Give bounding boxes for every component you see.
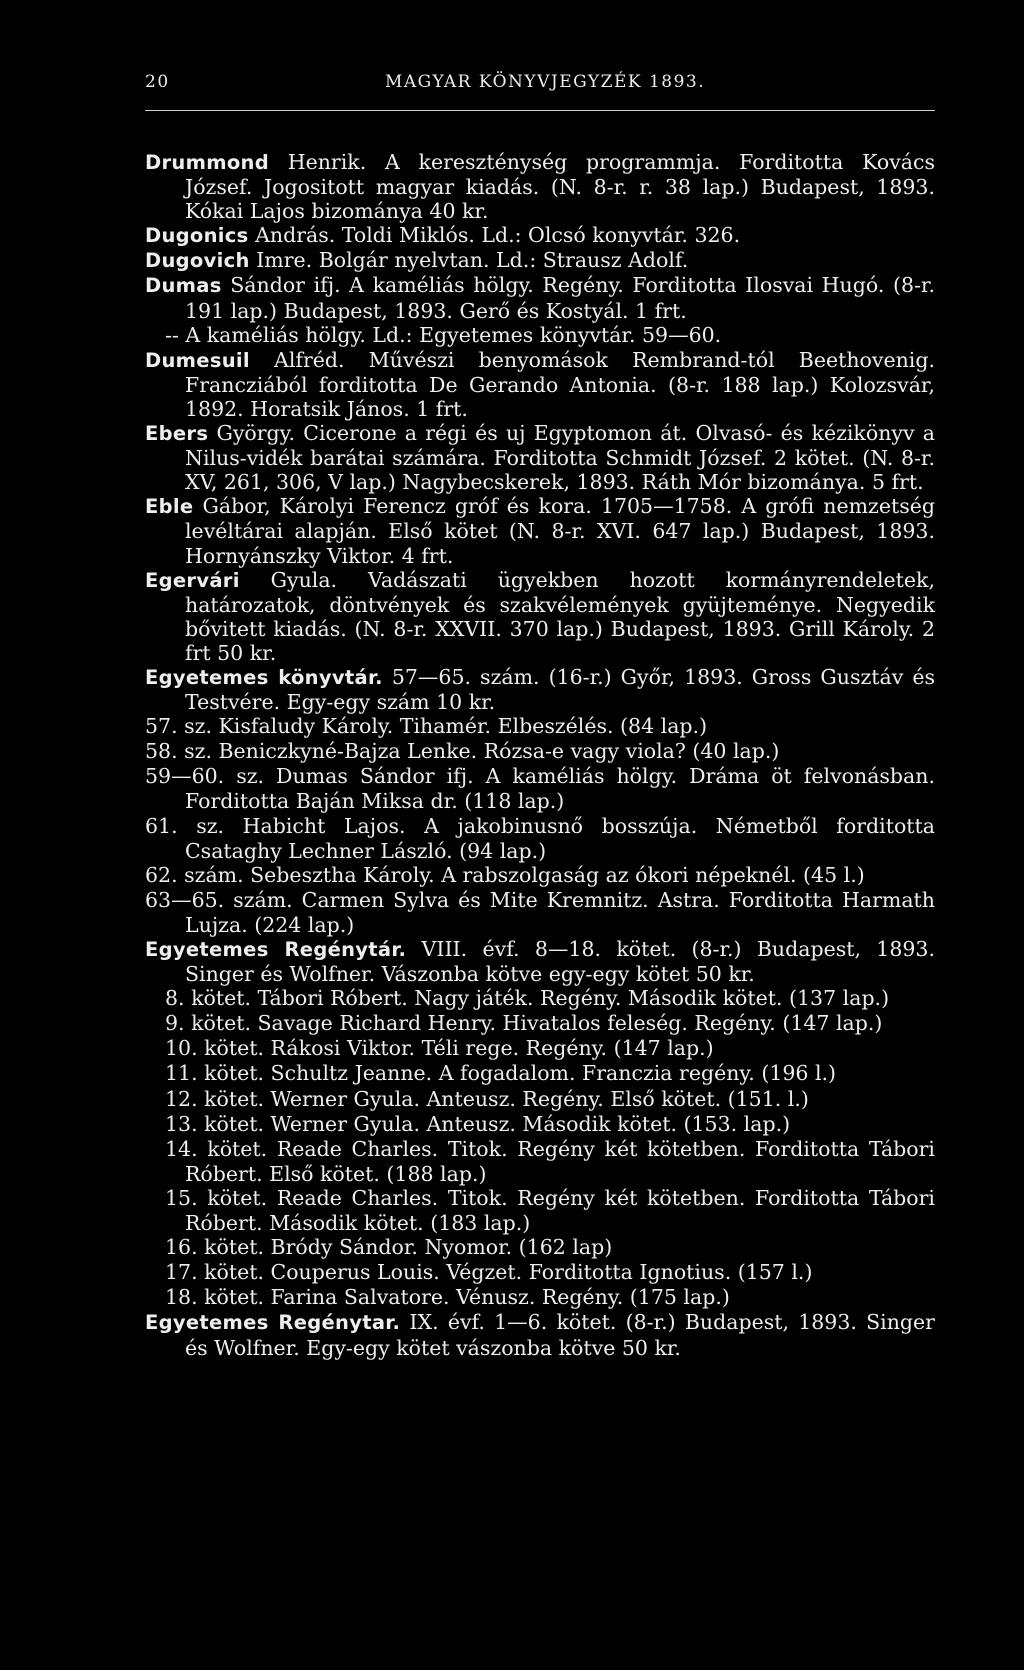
entry-text: 12. kötet. Werner Gyula. Anteusz. Regény. Első kötet. (151. l.) <box>165 1086 809 1111</box>
series-item <box>145 1260 935 1285</box>
entry-heading: Dumas <box>145 274 222 298</box>
bibliography-entry <box>145 248 935 273</box>
entry-text: 57—65. szám. (16-r.) Győr, 1893. Gross Gusztáv és Testvére. Egy-egy szám 10 kr. <box>185 664 935 715</box>
entry-text: -- A kaméliás hölgy. Ld.: Egyetemes könyvtár. 59—60. <box>165 322 722 347</box>
entry-heading: Dugovich <box>145 249 250 273</box>
entry-text: 8. kötet. Tábori Róbert. Nagy játék. Regény. Második kötet. (137 lap.) <box>165 986 890 1011</box>
bibliography-entry <box>145 223 935 248</box>
entry-text: 13. kötet. Werner Gyula. Anteusz. Második kötet. (153. lap.) <box>165 1111 791 1136</box>
series-item <box>145 1235 935 1260</box>
series-item <box>145 1036 935 1061</box>
running-title: MAGYAR KÖNYVJEGYZÉK 1893. <box>385 72 706 92</box>
page-number: 20 <box>145 72 170 92</box>
entry-text: 62. szám. Sebesztha Károly. A rabszolgaság az ókori népeknél. (45 l.) <box>145 862 865 887</box>
bibliography-entry <box>145 150 935 223</box>
entry-heading: Dumesuil <box>145 348 250 372</box>
entry-text: Gyula. Vadászati ügyekben hozott kormányrendeletek, határozatok, döntvények és szakvélemények gyüjteménye. Negyedik bővitett kiadás. (N. 8-r. XXVII. 370 lap.) Budapest, 1893. Grill Károly. 2 frt 50 kr. <box>185 567 935 665</box>
series-item <box>145 1061 935 1086</box>
entry-text: 10. kötet. Rákosi Viktor. Téli rege. Regény. (147 lap.) <box>165 1036 714 1061</box>
bibliography-entry <box>145 421 935 494</box>
bibliography-entry <box>145 494 935 567</box>
entry-text: Alfréd. Művészi benyomások Rembrand-tól Beethovenig. Francziából forditotta De Gerando Antonia. (8-r. 188 lap.) Kolozsvár, 1892. Horatsik János. 1 frt. <box>185 347 935 421</box>
entry-heading: Egyetemes Regénytar. <box>145 1311 401 1335</box>
series-item <box>145 764 935 813</box>
bibliography-entry <box>145 348 935 421</box>
entry-heading: Eble <box>145 495 194 519</box>
entry-heading: Drummond <box>145 151 269 174</box>
entry-text: 15. kötet. Reade Charles. Titok. Regény két kötetben. Forditotta Tábori Róbert. Második kötet. (183 lap.) <box>165 1185 935 1236</box>
bibliography-entry <box>145 665 935 714</box>
bibliography-entry <box>145 1310 935 1359</box>
series-item <box>145 714 935 739</box>
entry-text: 58. sz. Beniczkyné-Bajza Lenke. Rózsa-e vagy viola? (40 lap.) <box>145 739 780 764</box>
entry-text: Henrik. A kereszténység programmja. Forditotta Kovács József. Jogositott magyar kiadás. (N. 8-r. r. 38 lap.) Budapest, 1893. Kókai Lajos bizománya 40 kr. <box>185 150 935 224</box>
entry-text: IX. évf. 1—6. kötet. (8-r.) Budapest, 1893. Singer és Wolfner. Egy-egy kötet vászonba kötve 50 kr. <box>185 1310 935 1360</box>
bibliography-entry <box>145 273 935 322</box>
bibliography-list <box>145 150 935 1360</box>
series-item <box>145 1137 935 1186</box>
series-item <box>145 1285 935 1310</box>
series-item <box>145 814 935 863</box>
series-item <box>145 1112 935 1137</box>
entry-heading: Egyetemes könyvtár. <box>145 665 383 689</box>
entry-text: 61. sz. Habicht Lajos. A jakobinusnő bosszúja. Németből forditotta Csataghy Lechner László. (94 lap.) <box>145 813 935 863</box>
entry-text: 17. kötet. Couperus Louis. Végzet. Forditotta Ignotius. (157 l.) <box>165 1260 813 1285</box>
series-item <box>145 1011 935 1036</box>
bibliography-entry <box>145 323 935 348</box>
entry-heading: Ebers <box>145 422 209 446</box>
bibliography-entry <box>145 568 935 665</box>
entry-text: Gábor, Károlyi Ferencz gróf és kora. 1705—1758. A grófi nemzetség levéltárai alapján. Első kötet (N. 8-r. XVI. 647 lap.) Budapest, 1893. Hornyánszky Viktor. 4 frt. <box>185 494 935 568</box>
series-item <box>145 986 935 1011</box>
entry-text: 63—65. szám. Carmen Sylva és Mite Kremnitz. Astra. Forditotta Harmath Lujza. (224 lap.) <box>145 887 935 937</box>
entry-heading: Egervári <box>145 568 240 592</box>
entry-text: 57. sz. Kisfaludy Károly. Tihamér. Elbeszélés. (84 lap.) <box>145 714 708 739</box>
series-item <box>145 1186 935 1235</box>
series-item <box>145 739 935 764</box>
entry-text: András. Toldi Miklós. Ld.: Olcsó konyvtár. 326. <box>248 223 741 248</box>
page-header <box>145 72 935 96</box>
entry-text: 9. kötet. Savage Richard Henry. Hivatalos feleség. Regény. (147 lap.) <box>165 1011 883 1036</box>
entry-text: György. Cicerone a régi és uj Egyptomon át. Olvasó- és kézikönyv a Nilus-vidék barátai számára. Forditotta Schmidt József. 2 kötet. (N. 8-r. XV, 261, 306, V lap.) Nagybecskerek, 1893. Ráth Mór bizománya. 5 frt. <box>185 421 935 495</box>
entry-text: 59—60. sz. Dumas Sándor ifj. A kaméliás hölgy. Dráma öt felvonásban. Forditotta Baján Miksa dr. (118 lap.) <box>145 764 935 814</box>
entry-text: Sándor ifj. A kaméliás hölgy. Regény. Forditotta Ilosvai Hugó. (8-r. 191 lap.) Budapest, 1893. Gerő és Kostyál. 1 frt. <box>185 273 935 323</box>
entry-text: 11. kötet. Schultz Jeanne. A fogadalom. Franczia regény. (196 l.) <box>165 1061 837 1086</box>
bibliography-entry <box>145 937 935 986</box>
entry-text: 14. kötet. Reade Charles. Titok. Regény két kötetben. Forditotta Tábori Róbert. Első kötet. (188 lap.) <box>165 1136 935 1186</box>
entry-text: 18. kötet. Farina Salvatore. Vénusz. Regény. (175 lap.) <box>165 1285 730 1310</box>
header-rule <box>145 110 935 111</box>
series-item <box>145 863 935 888</box>
entry-heading: Egyetemes Regénytár. <box>145 938 407 961</box>
series-item <box>145 888 935 937</box>
series-item <box>145 1087 935 1112</box>
entry-text: 16. kötet. Bródy Sándor. Nyomor. (162 lap) <box>165 1235 613 1260</box>
entry-text: Imre. Bolgár nyelvtan. Ld.: Strausz Adolf. <box>249 248 689 273</box>
entry-text: VIII. évf. 8—18. kötet. (8-r.) Budapest, 1893. Singer és Wolfner. Vászonba kötve egy-egy kötet 50 kr. <box>185 937 935 987</box>
entry-heading: Dugonics <box>145 224 249 248</box>
